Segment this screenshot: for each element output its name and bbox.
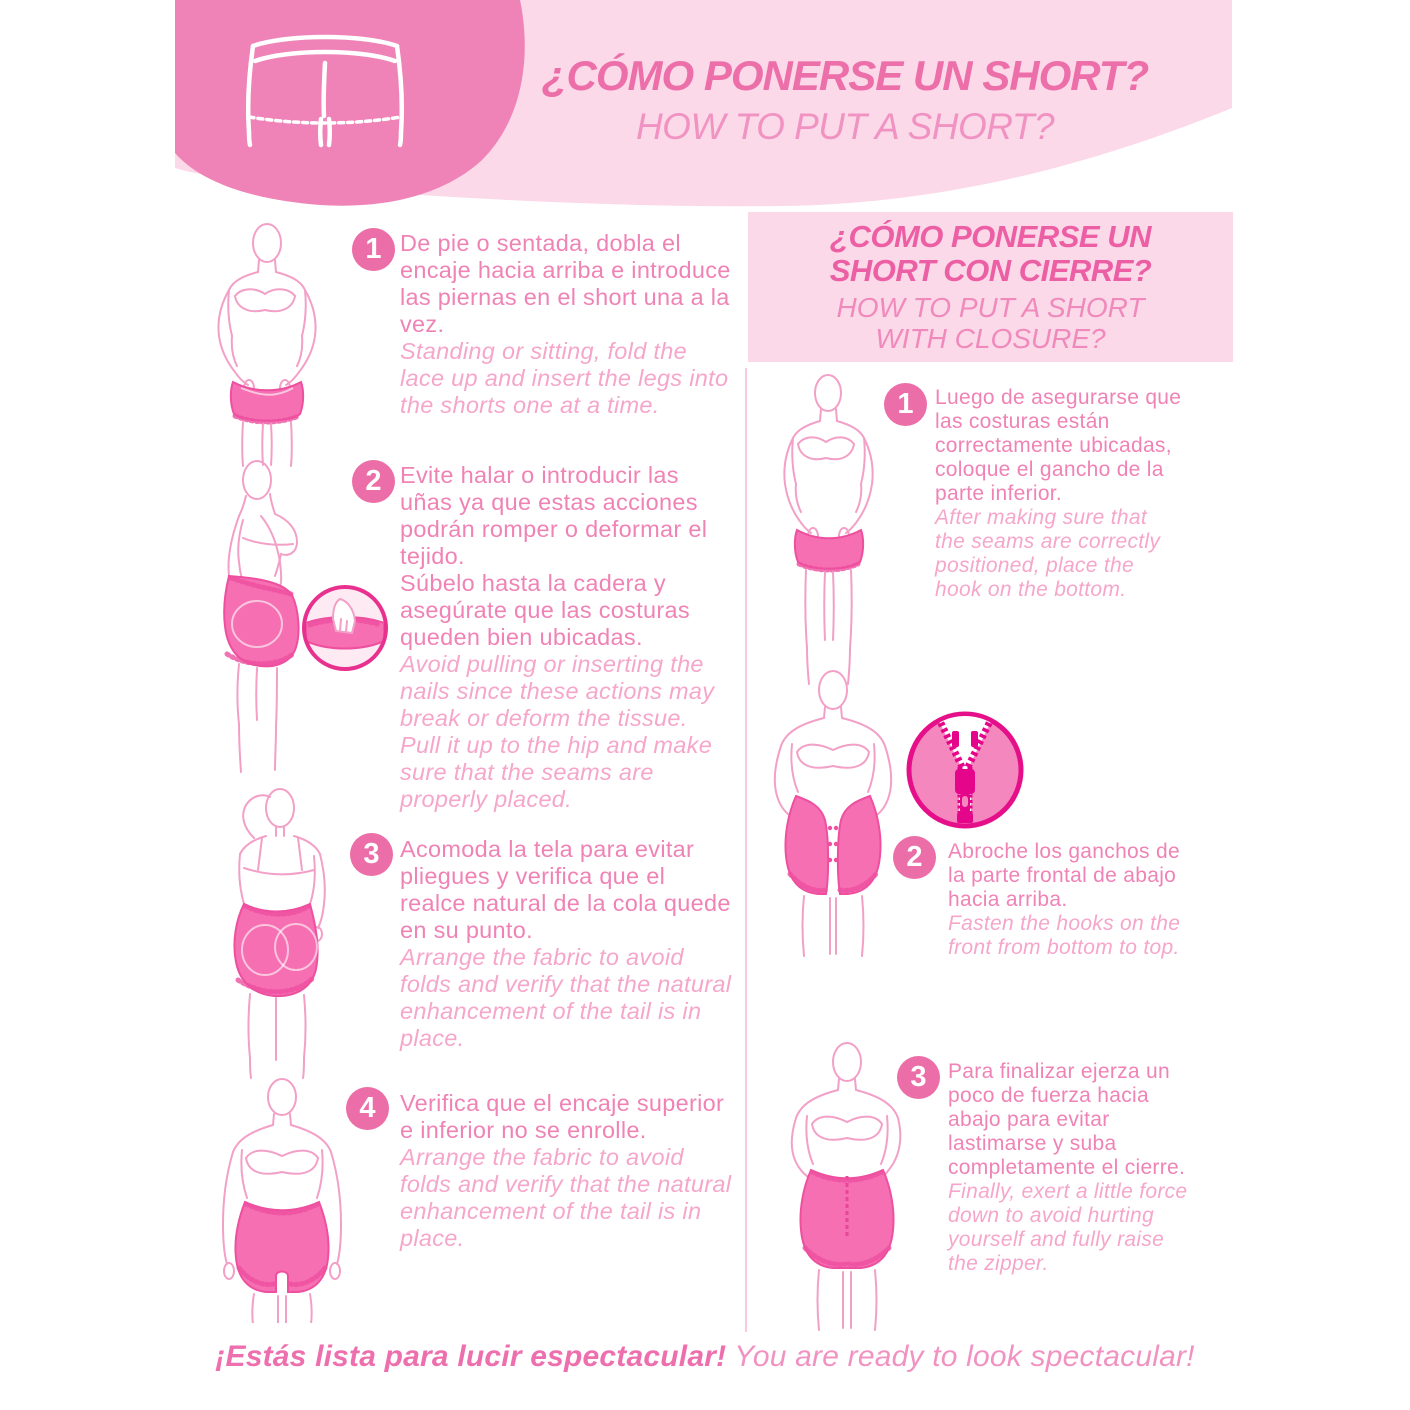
woman-step3-back-view-illustration — [192, 788, 357, 1083]
step-number-badge: 4 — [346, 1087, 389, 1130]
step-number-badge: 3 — [897, 1056, 940, 1099]
page-title-es: ¿CÓMO PONERSE UN SHORT? — [541, 52, 1149, 99]
closure-step2-text-en: Fasten the hooks on the front from bottom to top. — [948, 912, 1181, 959]
step4-text — [400, 1090, 732, 1252]
step-number-badge: 3 — [350, 833, 393, 876]
step-number-badge: 2 — [893, 836, 936, 879]
closure-step2-text — [948, 840, 1196, 960]
woman-closure-step1-illustration — [752, 372, 902, 692]
closure-step3-text-es: Para finalizar ejerza un poco de fuerza hacia abajo para evitar lastimarse y suba completamente el cierre. — [948, 1060, 1186, 1179]
step1-text-en: Standing or sitting, fold the lace up and insert the legs into the shorts one at a time. — [400, 338, 729, 418]
magnifier-detail-icon — [300, 583, 390, 673]
closure-step3-text — [948, 1060, 1196, 1276]
step2-text-en: Avoid pulling or inserting the nails since these actions may break or deform the tissue. Pull it up to the hip and make sure that the seams are properly placed. — [400, 651, 715, 812]
woman-step1-pulling-shorts-illustration — [185, 222, 350, 467]
page-title-en: HOW TO PUT A SHORT? — [635, 106, 1055, 147]
page-title — [520, 52, 1170, 148]
closure-title-en: HOW TO PUT A SHORT WITH CLOSURE? — [836, 292, 1145, 354]
woman-closure-step2-open-shorts-illustration — [740, 668, 925, 968]
step2-text — [400, 462, 732, 813]
step3-text-en: Arrange the fabric to avoid folds and verify that the natural enhancement of the tail is in place. — [400, 944, 732, 1051]
step3-text — [400, 836, 732, 1052]
closure-step2-text-es: Abroche los ganchos de la parte frontal de abajo hacia arriba. — [948, 840, 1180, 911]
step4-text-en: Arrange the fabric to avoid folds and verify that the natural enhancement of the tail is in place. — [400, 1144, 732, 1251]
closure-step3-text-en: Finally, exert a little force down to avoid hurting yourself and fully raise the zipper. — [948, 1180, 1188, 1275]
closure-step1-text — [935, 386, 1183, 602]
zipper-icon — [902, 707, 1028, 833]
closure-step1-text-es: Luego de asegurarse que las costuras están correctamente ubicadas, coloque el gancho de la parte inferior. — [935, 386, 1182, 505]
step1-text — [400, 230, 732, 419]
step-number-badge: 2 — [352, 460, 395, 503]
closure-step1-text-en: After making sure that the seams are correctly positioned, place the hook on the bottom. — [935, 506, 1161, 601]
step-number-badge: 1 — [352, 228, 395, 271]
step1-text-es: De pie o sentada, dobla el encaje hacia arriba e introduce las piernas en el short una a la vez. — [400, 230, 731, 337]
step2-text-es2: Súbelo hasta la cadera y asegúrate que las costuras queden bien ubicadas. — [400, 570, 690, 650]
footer-tagline — [0, 1340, 1410, 1374]
step2-text-es: Evite halar o introducir las uñas ya que estas acciones podrán romper o deformar el tejido. — [400, 462, 708, 569]
step4-text-es: Verifica que el encaje superior e inferior no se enrolle. — [400, 1090, 725, 1143]
footer-tagline-en: You are ready to look spectacular! — [734, 1340, 1195, 1373]
step3-text-es: Acomoda la tela para evitar pliegues y verifica que el realce natural de la cola quede en su punto. — [400, 836, 731, 943]
footer-tagline-es: ¡Estás lista para lucir espectacular! — [215, 1340, 727, 1373]
closure-section-header — [748, 212, 1233, 362]
step-number-badge: 1 — [884, 383, 927, 426]
closure-title-es: ¿CÓMO PONERSE UN SHORT CON CIERRE? — [829, 219, 1152, 288]
